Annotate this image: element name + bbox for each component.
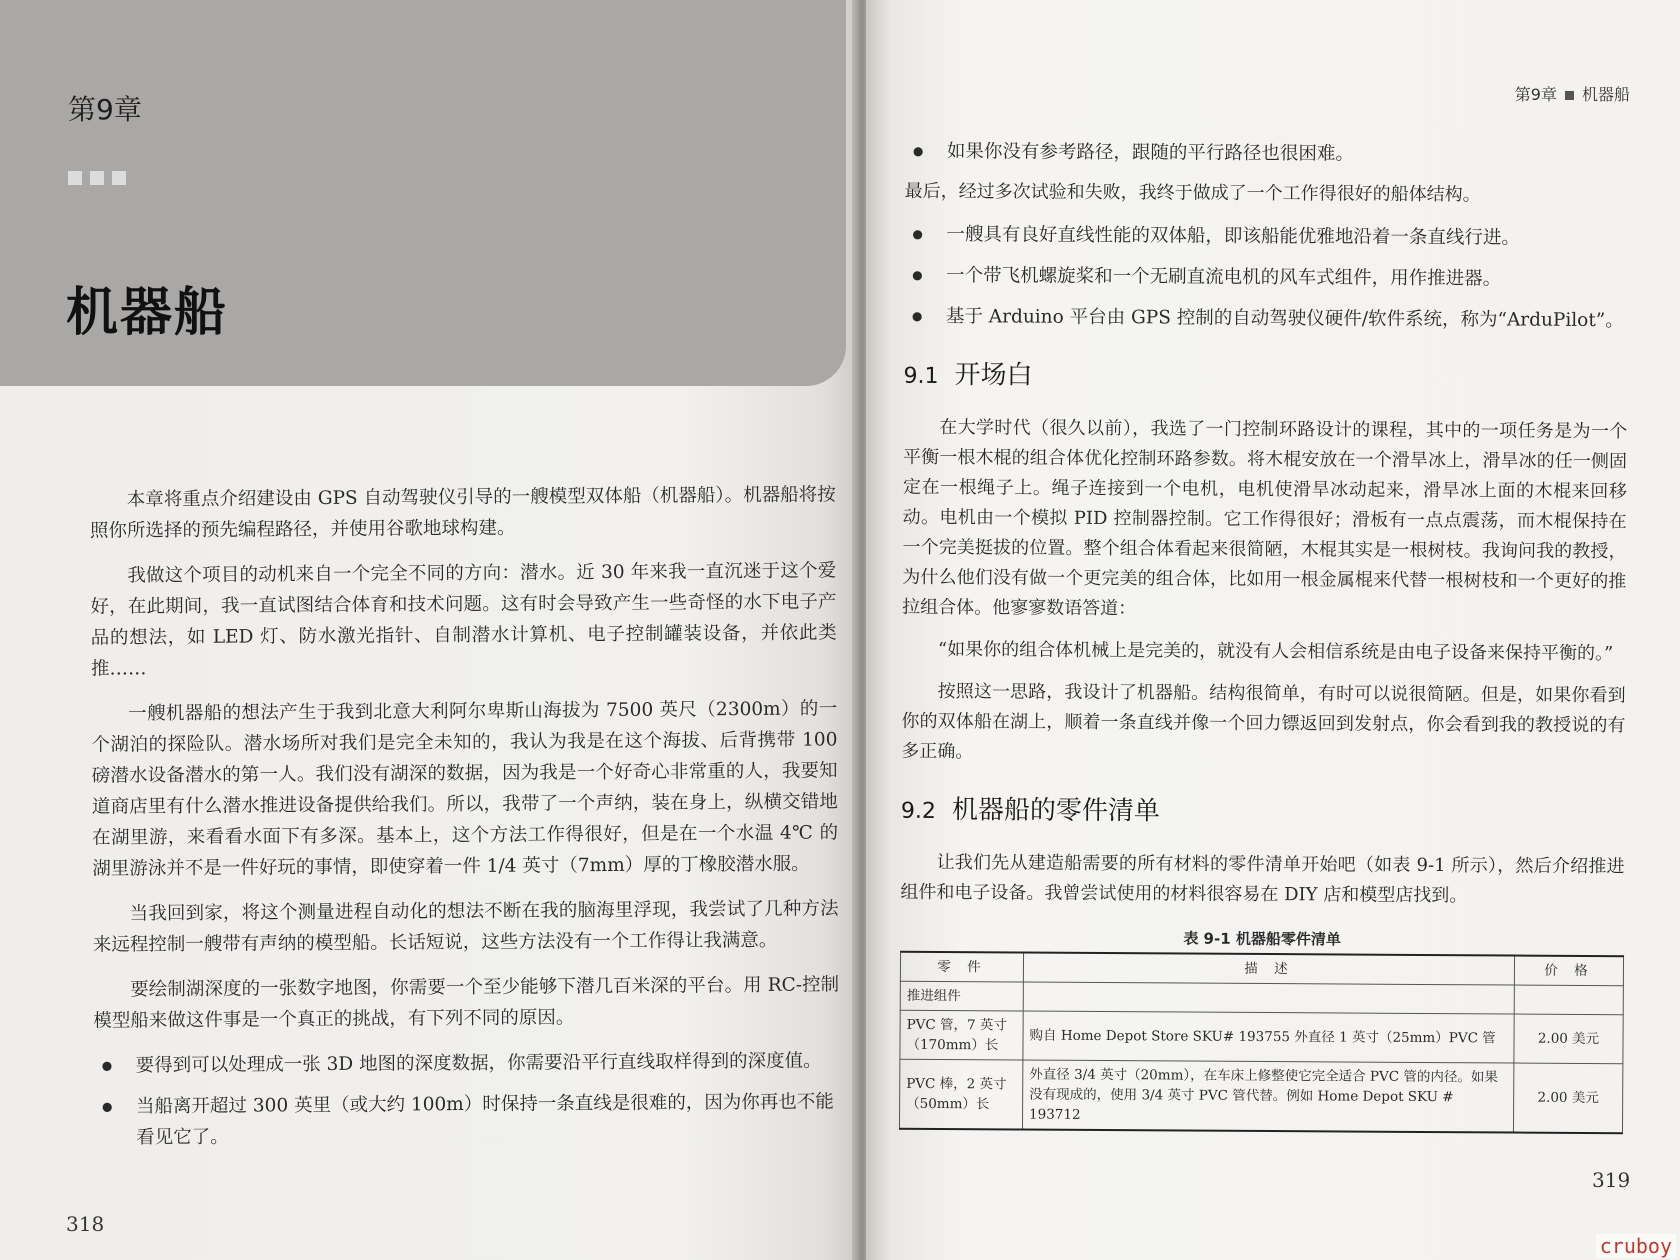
section-title: 开场白 (954, 360, 1033, 391)
table-row (899, 1059, 1622, 1133)
bullet-list (904, 219, 1629, 336)
paragraph: 本章将重点介绍建设由 GPS 自动驾驶仪引导的一艘模型双体船（机器船）。机器船将按照你所选择的预先编程路径，并使用谷歌地球构建。 (89, 484, 836, 542)
cell-price: 2.00 美元 (1513, 1063, 1622, 1133)
paragraph: 按照这一思路，我设计了机器船。结构很简单，有时可以说很简陋。但是，如果你看到你的双体船在湖上，顺着一条直线并像一个回力镖返回到发射点，你会看到我的教授说的有多正确。 (901, 681, 1626, 763)
paragraph: 让我们先从建造船需要的所有材料的零件清单开始吧（如表 9-1 所示），然后介绍推进组件和电子设备。我曾尝试使用的材料很容易在 DIY 店和模型店找到。 (900, 852, 1625, 907)
paragraph: 要绘制湖深度的一张数字地图，你需要一个至少能够下潜几百米深的平台。用 RC-控制模型船来做这件事是一个真正的挑战，有下列不同的原因。 (93, 974, 840, 1032)
bullet-list (905, 136, 1629, 171)
running-head-chapter: 第9章 (1514, 85, 1557, 104)
section-number: 9.2 (900, 798, 936, 824)
bullet-list (94, 1045, 841, 1153)
bullet-item: ● 当船离开超过 300 英里（或大约 100m）时保持一条直线是很难的，因为你再也不能看见它了。 (94, 1086, 840, 1153)
cell-price: 2.00 美元 (1514, 1014, 1623, 1064)
group-label: 推进组件 (900, 981, 1023, 1011)
right-page (866, 0, 1680, 1260)
table-group-row (900, 981, 1623, 1014)
section-heading-9-2 (901, 789, 1625, 830)
section-heading-9-1 (903, 354, 1627, 395)
page-number-left: 318 (66, 1212, 105, 1236)
table-caption: 表 9-1 机器船零件清单 (1183, 929, 1341, 949)
section-title: 机器船的零件清单 (951, 795, 1161, 827)
bullet-item: ● 要得到可以处理成一张 3D 地图的深度数据，你需要沿平行直线取样得到的深度值。 (94, 1045, 840, 1081)
running-head (1515, 82, 1630, 105)
section-number: 9.1 (903, 363, 939, 390)
header-description: 描 述 (1023, 953, 1514, 985)
header-price: 价 格 (1514, 956, 1623, 986)
header-part: 零 件 (900, 952, 1023, 982)
paragraph: 我做这个项目的动机来自一个完全不同的方向：潜水。近 30 年来我一直沉迷于这个爱好，在此期间，我一直试图结合体育和技术问题。这有时会导致产生一些奇怪的水下电子产品的想法，如 LED 灯、防水激光指针、自制潜水计算机、电子控制罐装设备，并依此类推…… (90, 560, 837, 680)
chapter-label: 第9章 (68, 93, 142, 126)
cell-part: PVC 管，7 英寸（170mm）长 (900, 1010, 1023, 1060)
paragraph: 一艘机器船的想法产生于我到北意大利阿尔卑斯山海拔为 7500 英尺（2300m）的一个湖泊的探险队。潜水场所对我们是完全未知的，我认为我是在这个海拔、后背携带 100 磅潜水设备潜水的第一人。我们没有湖深的数据，因为我是一个好奇心非常重的人，我要知道商店里有什么潜水推进设备提供给我们。所以，我带了一个声纳，装在身上，纵横交错地在湖里游，来看看水面下有多深。基本上，这个方法工作得很好，但是在一个水温 4℃ 的湖里游泳并不是一件好玩的事情，即使穿着一件 1/4 英寸（7mm）厚的丁橡胶潜水服。 (91, 698, 839, 880)
watermark: cruboy (1596, 1234, 1676, 1258)
quote: “如果你的组合体机械上是完美的，就没有人会相信系统是由电子设备来保持平衡的。” (937, 639, 1614, 665)
chapter-title: 机器船 (66, 283, 229, 343)
chapter-banner (0, 0, 846, 386)
left-body-text (90, 479, 841, 1163)
parts-table-wrapper (899, 926, 1624, 1134)
chapter-decor-squares (68, 170, 134, 189)
paragraph: 最后，经过多次试验和失败，我终于做成了一个工作得很好的船体结构。 (904, 180, 1481, 206)
bullet-item: ● 如果你没有参考路径，跟随的平行路径也很困难。 (905, 136, 1629, 171)
bullet-item: ● 一艘具有良好直线性能的双体船，即该船能优雅地沿着一条直线行进。 (904, 219, 1628, 254)
cell-part: PVC 棒，2 英寸（50mm）长 (899, 1059, 1022, 1129)
bullet-item: ● 一个带飞机螺旋桨和一个无刷直流电机的风车式组件，用作推进器。 (904, 260, 1628, 295)
running-head-title: 机器船 (1581, 85, 1630, 104)
paragraph: 在大学时代（很久以前），我选了一门控制环路设计的课程，其中的一项任务是为一个平衡一根木棍的组合体优化控制环路参数。将木棍安放在一个滑旱冰上，滑旱冰的任一侧固定在一根绳子上。绳子连接到一个电机，电机使滑旱冰动起来，滑旱冰上面的木棍来回移动。电机由一个模拟 PID 控制器控制。它工作得很好；滑板有一点点震荡，而木棍保持在一个完美挺拔的位置。整个组合体看起来很简陋，木棍其实是一根树枝。我询问我的教授，为什么他们没有做一个更完美的组合体，比如用一根金属棍来代替一根树枝和一个更好的推拉组合体。他寥寥数语答道： (902, 417, 1628, 620)
cell-description: 外直径 3/4 英寸（20mm），在车床上修整使它完全适合 PVC 管的内径。如果没有现成的，使用 3/4 英寸 PVC 管代替。例如 Home Depot SKU # 193712 (1022, 1060, 1513, 1132)
square-separator-icon (1565, 91, 1574, 100)
bullet-item: ● 基于 Arduino 平台由 GPS 控制的自动驾驶仪硬件/软件系统，称为“ArduPilot”。 (904, 301, 1628, 336)
page-number-right: 319 (1592, 1168, 1631, 1192)
table-row (900, 1010, 1623, 1063)
parts-table (899, 951, 1624, 1134)
table-header-row (900, 952, 1623, 986)
cell-description: 购自 Home Depot Store SKU# 193755 外直径 1 英寸（25mm）PVC 管 (1023, 1011, 1514, 1063)
right-body-text (899, 136, 1629, 1134)
paragraph: 当我回到家，将这个测量进程自动化的想法不断在我的脑海里浮现，我尝试了几种方法来远程控制一艘带有声纳的模型船。长话短说，这些方法没有一个工作得让我满意。 (92, 898, 839, 956)
